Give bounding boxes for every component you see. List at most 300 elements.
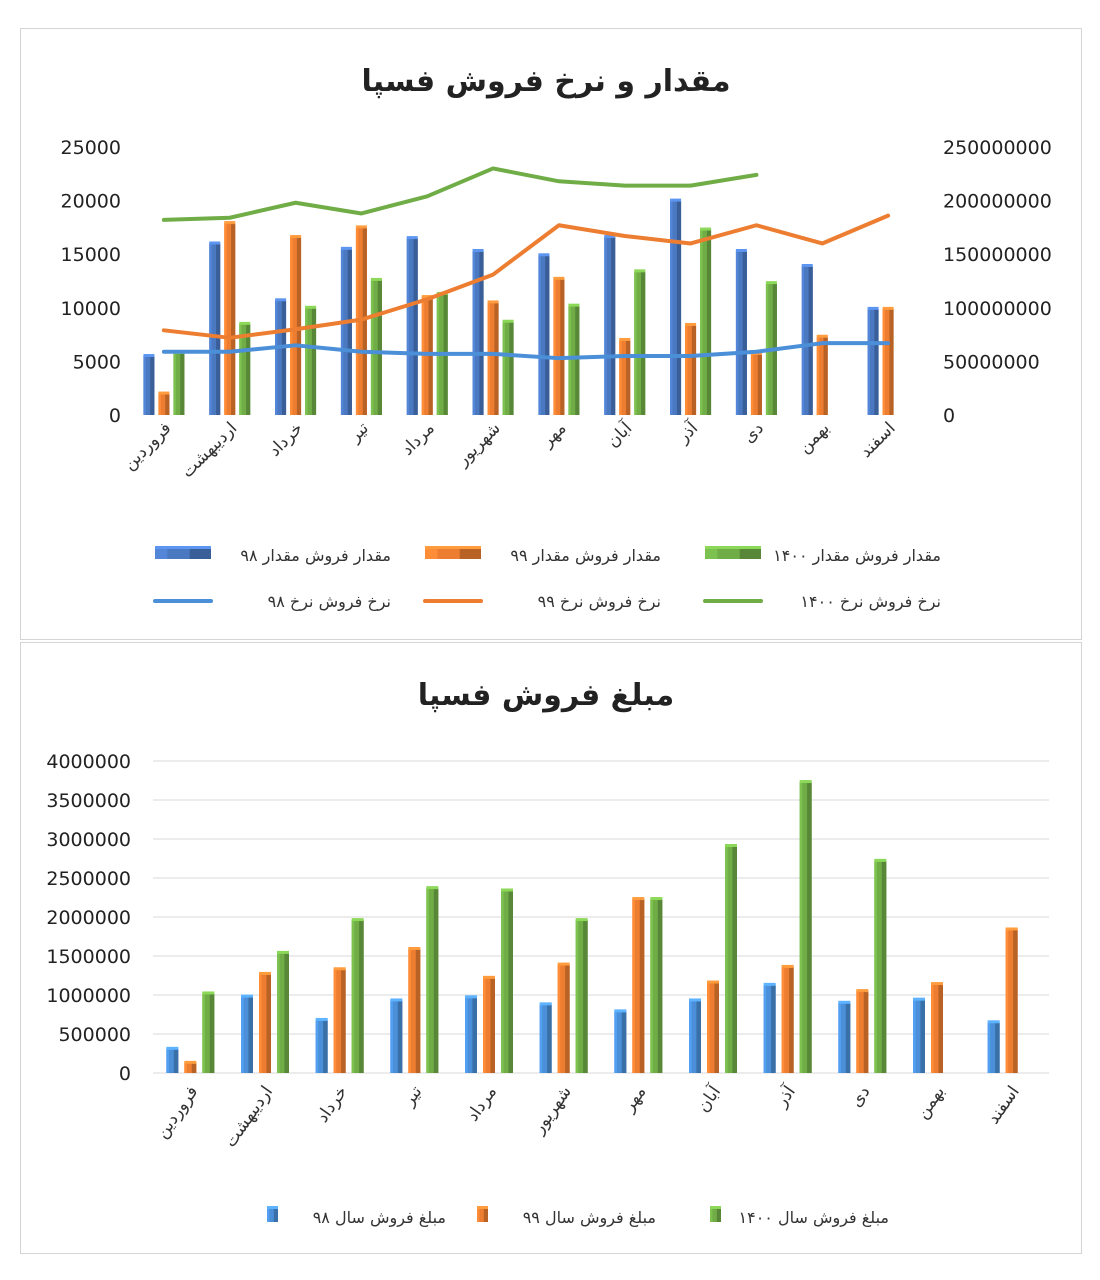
bar-2-4-top <box>501 888 513 891</box>
category-label: بهمن <box>794 418 834 458</box>
bar-2-3-highlight <box>371 280 373 415</box>
bar-0-4-top <box>465 995 477 998</box>
bar-0-1-side <box>216 243 220 415</box>
sales-amount-chart <box>21 643 1081 1253</box>
y-tick-label: 500000 <box>58 1024 131 1046</box>
bar-0-0-highlight <box>143 356 145 415</box>
legend-label: مقدار فروش مقدار ۹۸ <box>240 546 391 565</box>
bar-0-9 <box>736 249 747 415</box>
sales-amount-panel <box>20 642 1082 1254</box>
legend-swatch <box>477 1206 488 1222</box>
legend-swatch-top <box>477 1206 488 1209</box>
bar-0-10-side <box>809 266 813 415</box>
y-tick-label: 1500000 <box>46 946 131 968</box>
bar-1-9-highlight <box>751 354 753 415</box>
bar-1-6 <box>632 897 644 1073</box>
bar-1-5-highlight <box>488 302 490 415</box>
bar-1-4-highlight <box>422 297 424 415</box>
bar-1-11-top <box>883 307 894 310</box>
bar-1-7-top <box>707 981 719 984</box>
legend-label: نرخ فروش نرخ ۹۹ <box>537 592 661 611</box>
bar-2-9-top <box>874 859 886 862</box>
bar-0-8-highlight <box>764 985 767 1073</box>
category-label: مهر <box>537 418 571 452</box>
bar-2-3-top <box>426 886 438 889</box>
bar-0-10-top <box>802 264 813 267</box>
bar-1-7-top <box>619 338 630 341</box>
bar-0-7-highlight <box>604 237 606 415</box>
bar-1-9-top <box>856 989 868 992</box>
sales-quantity-rate-panel <box>20 28 1082 640</box>
bar-1-2-side <box>297 237 301 415</box>
bar-2-5-highlight <box>576 920 579 1073</box>
bar-0-8-highlight <box>670 201 672 415</box>
bar-2-4 <box>501 888 513 1073</box>
bar-0-11-side <box>874 309 878 415</box>
bar-2-7-highlight <box>725 846 728 1073</box>
bar-0-2 <box>316 1018 328 1073</box>
bar-1-10 <box>931 982 943 1073</box>
bar-2-1-highlight <box>277 953 280 1073</box>
bar-1-7 <box>707 981 719 1073</box>
bar-0-4-side <box>414 238 418 415</box>
bar-1-2-top <box>334 967 346 970</box>
category-label: خرداد <box>312 1082 352 1127</box>
bar-2-2-highlight <box>352 920 355 1073</box>
bar-2-0 <box>173 351 184 415</box>
bar-0-1-highlight <box>241 997 244 1073</box>
legend-swatch-top <box>155 546 211 549</box>
legend-swatch-highlight <box>155 548 167 559</box>
bar-1-6-highlight <box>632 899 635 1073</box>
legend-swatch-side <box>190 548 211 559</box>
bar-0-10-top <box>913 998 925 1001</box>
bar-1-11-top <box>1006 927 1018 930</box>
legend-swatch-highlight <box>477 1208 479 1222</box>
bar-0-8-side <box>771 985 776 1073</box>
bar-1-6-side <box>560 279 564 415</box>
bar-1-6-top <box>553 277 564 280</box>
bar-1-1-top <box>224 221 235 224</box>
category-label: آبان <box>693 1082 726 1117</box>
category-label: فروردین <box>119 418 176 475</box>
bar-2-7-side <box>641 271 645 415</box>
bar-0-4 <box>407 236 418 415</box>
category-label: شهریور <box>528 1082 576 1138</box>
bar-0-1-side <box>248 997 253 1073</box>
legend-swatch <box>155 546 211 559</box>
bar-0-1-top <box>241 995 253 998</box>
legend-swatch <box>705 546 761 559</box>
bar-1-9 <box>856 989 868 1073</box>
bar-1-3-top <box>356 225 367 228</box>
bar-1-0-top <box>158 392 169 395</box>
bar-0-10 <box>913 998 925 1073</box>
bar-2-8-side <box>807 782 812 1073</box>
bar-1-2-highlight <box>290 237 292 415</box>
bar-0-7-side <box>611 237 615 415</box>
bar-1-3-top <box>408 947 420 950</box>
legend-label: نرخ فروش نرخ ۱۴۰۰ <box>800 592 941 611</box>
bar-0-11 <box>868 307 879 415</box>
bar-0-11-highlight <box>988 1022 991 1073</box>
bar-1-11-highlight <box>1006 929 1009 1073</box>
bar-1-2-highlight <box>334 969 337 1073</box>
bar-0-10-highlight <box>802 266 804 415</box>
bar-1-3 <box>408 947 420 1073</box>
bar-0-5 <box>473 249 484 415</box>
y2-tick-label: 0 <box>943 405 956 427</box>
bar-1-1-highlight <box>259 974 262 1073</box>
legend-label: نرخ فروش نرخ ۹۸ <box>267 592 391 611</box>
bar-2-1-top <box>277 951 289 954</box>
category-label: اسفند <box>983 1082 1024 1128</box>
bar-0-10 <box>802 264 813 415</box>
bar-2-7-highlight <box>634 271 636 415</box>
line-series-2 <box>164 168 757 219</box>
bar-2-7 <box>634 269 645 415</box>
bar-1-6-side <box>640 899 645 1073</box>
bar-0-4-highlight <box>407 238 409 415</box>
legend-label: مقدار فروش مقدار ۹۹ <box>510 546 661 565</box>
bar-2-6-highlight <box>568 306 570 415</box>
bar-1-8-top <box>782 965 794 968</box>
legend-swatch-highlight <box>425 548 437 559</box>
bar-2-2-side <box>312 308 316 415</box>
bar-0-5-top <box>473 249 484 252</box>
bar-2-2 <box>305 306 316 415</box>
legend-label: مبلغ فروش سال ۹۸ <box>312 1208 446 1227</box>
bar-0-5-highlight <box>473 251 475 415</box>
y-tick-label: 3500000 <box>46 790 131 812</box>
bar-1-5-top <box>488 300 499 303</box>
bar-0-3 <box>341 247 352 415</box>
bar-2-0-highlight <box>202 993 205 1073</box>
bar-0-4-side <box>472 997 477 1073</box>
bar-0-6-side <box>622 1011 627 1073</box>
bar-0-2 <box>275 298 286 415</box>
bar-1-9-side <box>758 354 762 415</box>
bar-1-2-top <box>290 235 301 238</box>
y2-tick-label: 100000000 <box>943 297 1052 320</box>
legend-swatch-side <box>740 548 761 559</box>
bar-2-9 <box>874 859 886 1073</box>
bar-0-8 <box>670 199 681 415</box>
bar-2-5-side <box>583 920 588 1073</box>
bar-1-4-side <box>429 297 433 415</box>
y2-tick-label: 150000000 <box>943 244 1052 267</box>
bar-1-8-top <box>685 323 696 326</box>
bar-0-3-top <box>390 998 402 1001</box>
bar-2-5-top <box>576 918 588 921</box>
y-tick-label: 10000 <box>60 297 121 320</box>
bar-1-0-side <box>192 1063 197 1073</box>
category-label: شهریور <box>452 418 505 471</box>
bar-1-10-highlight <box>931 984 934 1073</box>
bar-0-11 <box>988 1020 1000 1073</box>
category-label: مرداد <box>462 1082 502 1126</box>
category-label: فروردین <box>152 1082 203 1143</box>
bar-1-2 <box>334 967 346 1073</box>
bar-2-6-side <box>658 899 663 1073</box>
bar-1-3-side <box>416 949 421 1073</box>
bar-2-4-highlight <box>501 890 504 1073</box>
category-label: مرداد <box>397 418 439 460</box>
bar-0-1 <box>209 241 220 415</box>
bar-0-11-top <box>988 1020 1000 1023</box>
bar-1-9-highlight <box>856 991 859 1073</box>
bar-1-8-side <box>692 325 696 415</box>
bar-1-10-side <box>938 984 943 1073</box>
legend-label: مبلغ فروش سال ۱۴۰۰ <box>738 1208 889 1227</box>
bar-0-9-highlight <box>736 251 738 415</box>
category-label: آذر <box>673 418 703 448</box>
bar-0-5-side <box>479 251 483 415</box>
legend-swatch-top <box>267 1206 278 1209</box>
bar-2-1-top <box>239 322 250 325</box>
category-label: آبان <box>602 418 637 452</box>
y-tick-label: 20000 <box>60 190 121 213</box>
bar-0-2-top <box>275 298 286 301</box>
bar-0-2-side <box>282 300 286 415</box>
bar-2-3-highlight <box>426 888 429 1073</box>
y2-tick-label: 200000000 <box>943 190 1052 213</box>
bar-0-7-highlight <box>689 1000 692 1073</box>
bar-0-3-highlight <box>390 1000 393 1073</box>
bar-1-2-side <box>341 969 346 1073</box>
bar-1-11-side <box>1013 929 1018 1073</box>
bar-2-6-top <box>650 897 662 900</box>
bar-1-5 <box>488 300 499 415</box>
bar-1-5-side <box>494 302 498 415</box>
y2-tick-label: 250000000 <box>943 137 1052 159</box>
legend-label: مقدار فروش مقدار ۱۴۰۰ <box>773 546 941 565</box>
bar-0-2-top <box>316 1018 328 1021</box>
bar-2-4-side <box>508 890 513 1073</box>
bar-1-8 <box>685 323 696 415</box>
bar-0-11-highlight <box>868 309 870 415</box>
bar-2-8 <box>800 780 812 1073</box>
bar-1-11-highlight <box>883 309 885 415</box>
bar-1-7-highlight <box>707 983 710 1073</box>
bar-2-3-side <box>378 280 382 415</box>
bar-2-5-highlight <box>503 322 505 415</box>
bar-1-1-side <box>231 223 235 415</box>
bar-0-6-highlight <box>614 1011 617 1073</box>
bar-1-8 <box>782 965 794 1073</box>
bar-2-3-side <box>434 888 439 1073</box>
legend-swatch-top <box>425 546 481 549</box>
bar-0-6 <box>614 1009 626 1073</box>
bar-2-6 <box>650 897 662 1073</box>
category-label: اسفند <box>856 418 900 462</box>
bar-1-11 <box>883 307 894 415</box>
bar-1-0 <box>158 392 169 415</box>
bar-0-3-top <box>341 247 352 250</box>
category-label: آذر <box>771 1082 800 1111</box>
bar-1-10-top <box>817 335 828 338</box>
bar-1-3-side <box>363 227 367 415</box>
bar-0-4-highlight <box>465 997 468 1073</box>
y-tick-label: 2000000 <box>46 907 131 929</box>
bar-1-11 <box>1006 927 1018 1073</box>
bar-2-2-side <box>359 920 364 1073</box>
bar-0-0 <box>143 354 154 415</box>
bar-0-3-side <box>398 1000 403 1073</box>
bar-0-5-side <box>547 1004 552 1073</box>
bar-1-3-highlight <box>408 949 411 1073</box>
bar-0-10-side <box>920 1000 925 1073</box>
bar-0-11-top <box>868 307 879 310</box>
bar-2-7 <box>725 844 737 1073</box>
bar-1-10 <box>817 335 828 415</box>
legend-swatch-top <box>705 546 761 549</box>
y-tick-label: 25000 <box>60 137 121 159</box>
bar-0-3 <box>390 998 402 1073</box>
bar-1-8-highlight <box>782 967 785 1073</box>
bar-1-1-side <box>266 974 271 1073</box>
bar-0-6-highlight <box>538 255 540 415</box>
bar-0-9-top <box>838 1001 850 1004</box>
legend-swatch-highlight <box>267 1208 269 1222</box>
y-tick-label: 4000000 <box>46 751 131 773</box>
bar-1-7-side <box>714 983 719 1073</box>
bar-0-8 <box>764 983 776 1073</box>
bar-2-5 <box>576 918 588 1073</box>
bar-1-6-top <box>632 897 644 900</box>
bar-0-0 <box>166 1047 178 1073</box>
bar-0-9-side <box>846 1003 851 1073</box>
line-series-0 <box>164 343 888 358</box>
legend-swatch <box>710 1206 721 1222</box>
category-label: بهمن <box>912 1082 950 1123</box>
bar-0-8-top <box>764 983 776 986</box>
bar-2-5-top <box>503 320 514 323</box>
bar-0-2-highlight <box>275 300 277 415</box>
bar-1-8-highlight <box>685 325 687 415</box>
bar-1-1 <box>259 972 271 1073</box>
y-tick-label: 0 <box>118 1063 131 1085</box>
bar-2-5-side <box>509 322 513 415</box>
bar-0-8-side <box>677 201 681 415</box>
bar-2-1 <box>277 951 289 1073</box>
bar-0-0-highlight <box>166 1049 169 1073</box>
bar-0-4-top <box>407 236 418 239</box>
legend-swatch <box>425 546 481 559</box>
bar-1-4-top <box>483 976 495 979</box>
bar-0-7-side <box>696 1000 701 1073</box>
bar-0-9 <box>838 1001 850 1073</box>
bar-1-4-side <box>490 978 495 1073</box>
bar-1-1-highlight <box>224 223 226 415</box>
bar-0-1-highlight <box>209 243 211 415</box>
bar-2-2-top <box>305 306 316 309</box>
bar-1-5-side <box>565 965 570 1073</box>
bar-1-10-side <box>824 337 828 415</box>
bar-2-3 <box>371 278 382 415</box>
bar-2-7-side <box>732 846 737 1073</box>
legend-swatch-side <box>274 1208 278 1222</box>
category-label: اردیبهشت <box>220 1082 278 1152</box>
bar-2-7-top <box>725 844 737 847</box>
category-label: خرداد <box>264 418 308 461</box>
chart-title: مبلغ فروش فسپا <box>417 678 675 713</box>
bar-1-4-highlight <box>483 978 486 1073</box>
bar-2-3-top <box>371 278 382 281</box>
bar-0-1 <box>241 995 253 1073</box>
bar-0-6 <box>538 253 549 415</box>
bar-2-6-side <box>575 306 579 415</box>
bar-1-0 <box>184 1061 196 1073</box>
bar-0-4 <box>465 995 477 1073</box>
bar-0-0-top <box>143 354 154 357</box>
bar-2-5 <box>503 320 514 415</box>
category-label: دی <box>739 418 768 448</box>
category-label: مهر <box>618 1082 651 1116</box>
category-label: تیر <box>399 1082 427 1110</box>
legend-swatch-highlight <box>710 1208 712 1222</box>
bar-0-2-highlight <box>316 1020 319 1073</box>
category-label: دی <box>846 1082 875 1111</box>
bar-2-9-top <box>766 281 777 284</box>
chart-title: مقدار و نرخ فروش فسپا <box>361 64 731 99</box>
bar-2-0-side <box>210 993 215 1073</box>
bar-0-7 <box>689 998 701 1073</box>
bar-0-6-side <box>545 255 549 415</box>
bar-1-6-highlight <box>553 279 555 415</box>
y-tick-label: 15000 <box>60 244 121 267</box>
bar-2-6-top <box>568 304 579 307</box>
bar-1-0-highlight <box>158 394 160 415</box>
bar-1-7-side <box>626 340 630 415</box>
bar-1-5 <box>558 963 570 1073</box>
bar-0-10-highlight <box>913 1000 916 1073</box>
bar-2-8-highlight <box>700 230 702 415</box>
y-tick-label: 5000 <box>72 351 121 374</box>
bar-2-7-top <box>634 269 645 272</box>
bar-1-0-top <box>184 1061 196 1064</box>
bar-1-2 <box>290 235 301 415</box>
bar-1-1-top <box>259 972 271 975</box>
bar-1-9-side <box>864 991 869 1073</box>
bar-0-7-top <box>689 998 701 1001</box>
bar-0-5-top <box>540 1002 552 1005</box>
y-tick-label: 0 <box>108 405 121 427</box>
bar-0-9-highlight <box>838 1003 841 1073</box>
bar-0-5-highlight <box>540 1004 543 1073</box>
bar-0-5 <box>540 1002 552 1073</box>
bar-2-8-top <box>800 780 812 783</box>
bar-2-8-highlight <box>800 782 803 1073</box>
y-tick-label: 3000000 <box>46 829 131 851</box>
bar-0-0-top <box>166 1047 178 1050</box>
bar-2-2 <box>352 918 364 1073</box>
bar-0-0-side <box>174 1049 179 1073</box>
bar-2-8-top <box>700 228 711 231</box>
bar-0-6-top <box>538 253 549 256</box>
bar-1-5-top <box>558 963 570 966</box>
bar-1-6 <box>553 277 564 415</box>
bar-0-2-side <box>323 1020 328 1073</box>
legend-swatch-highlight <box>705 548 717 559</box>
bar-0-3-side <box>348 249 352 415</box>
legend-swatch-side <box>484 1208 488 1222</box>
category-label: تیر <box>345 418 373 447</box>
bar-1-10-top <box>931 982 943 985</box>
bar-1-9 <box>751 352 762 415</box>
bar-0-3-highlight <box>341 249 343 415</box>
bar-1-10-highlight <box>817 337 819 415</box>
